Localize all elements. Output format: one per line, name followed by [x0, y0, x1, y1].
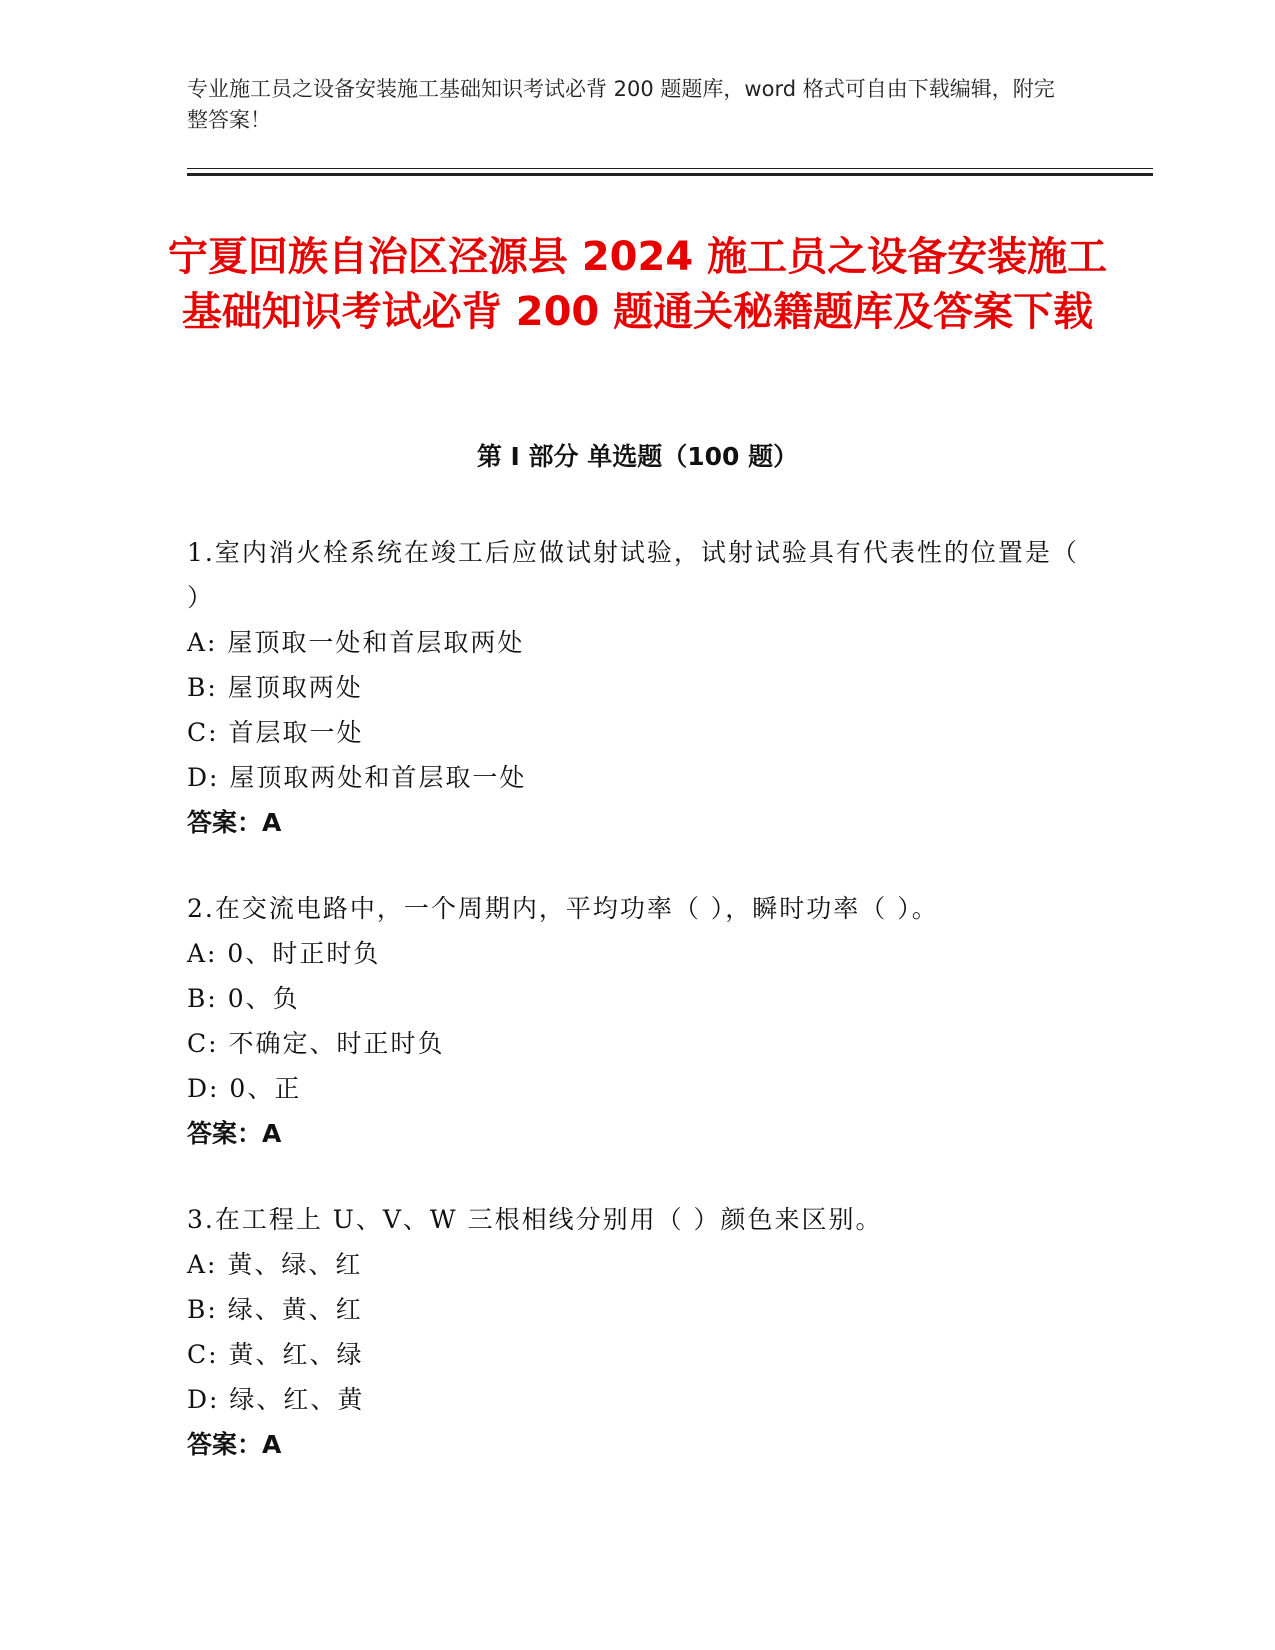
question-2	[187, 886, 1087, 1156]
question-stem: 1.室内消火栓系统在竣工后应做试射试验，试射试验具有代表性的位置是（ ）	[187, 538, 1079, 612]
option-c: C: 不确定、时正时负	[187, 1029, 445, 1058]
option-c: C: 首层取一处	[187, 718, 364, 747]
option-d: D: 0、正	[187, 1074, 302, 1103]
answer: 答案：A	[187, 808, 282, 837]
option-d: D: 绿、红、黄	[187, 1385, 365, 1414]
answer: 答案：A	[187, 1119, 282, 1148]
header-rule-top	[187, 168, 1153, 169]
question-3	[187, 1197, 1087, 1467]
section-heading: 第 I 部分 单选题（100 题）	[476, 442, 799, 471]
question-1	[187, 530, 1087, 845]
header-note: 专业施工员之设备安装施工基础知识考试必背 200 题题库，word 格式可自由下载编辑，附完整答案！	[187, 77, 1055, 132]
option-a: A: 0、时正时负	[187, 939, 381, 968]
answer: 答案：A	[187, 1430, 282, 1459]
option-a: A: 屋顶取一处和首层取两处	[187, 628, 525, 657]
option-d: D: 屋顶取两处和首层取一处	[187, 763, 527, 792]
document-title: 宁夏回族自治区泾源县 2024 施工员之设备安装施工基础知识考试必背 200 题通关秘籍题库及答案下载	[167, 234, 1108, 335]
option-b: B: 0、负	[187, 984, 300, 1013]
question-stem: 3.在工程上 U、V、W 三根相线分别用（ ）颜色来区别。	[187, 1205, 883, 1234]
option-a: A: 黄、绿、红	[187, 1250, 363, 1279]
option-c: C: 黄、红、绿	[187, 1340, 364, 1369]
question-stem: 2.在交流电路中，一个周期内，平均功率（ ），瞬时功率（ ）。	[187, 894, 939, 923]
question-list	[187, 530, 1087, 1508]
option-b: B: 屋顶取两处	[187, 673, 363, 702]
option-b: B: 绿、黄、红	[187, 1295, 363, 1324]
header-rule-bottom	[187, 173, 1153, 176]
